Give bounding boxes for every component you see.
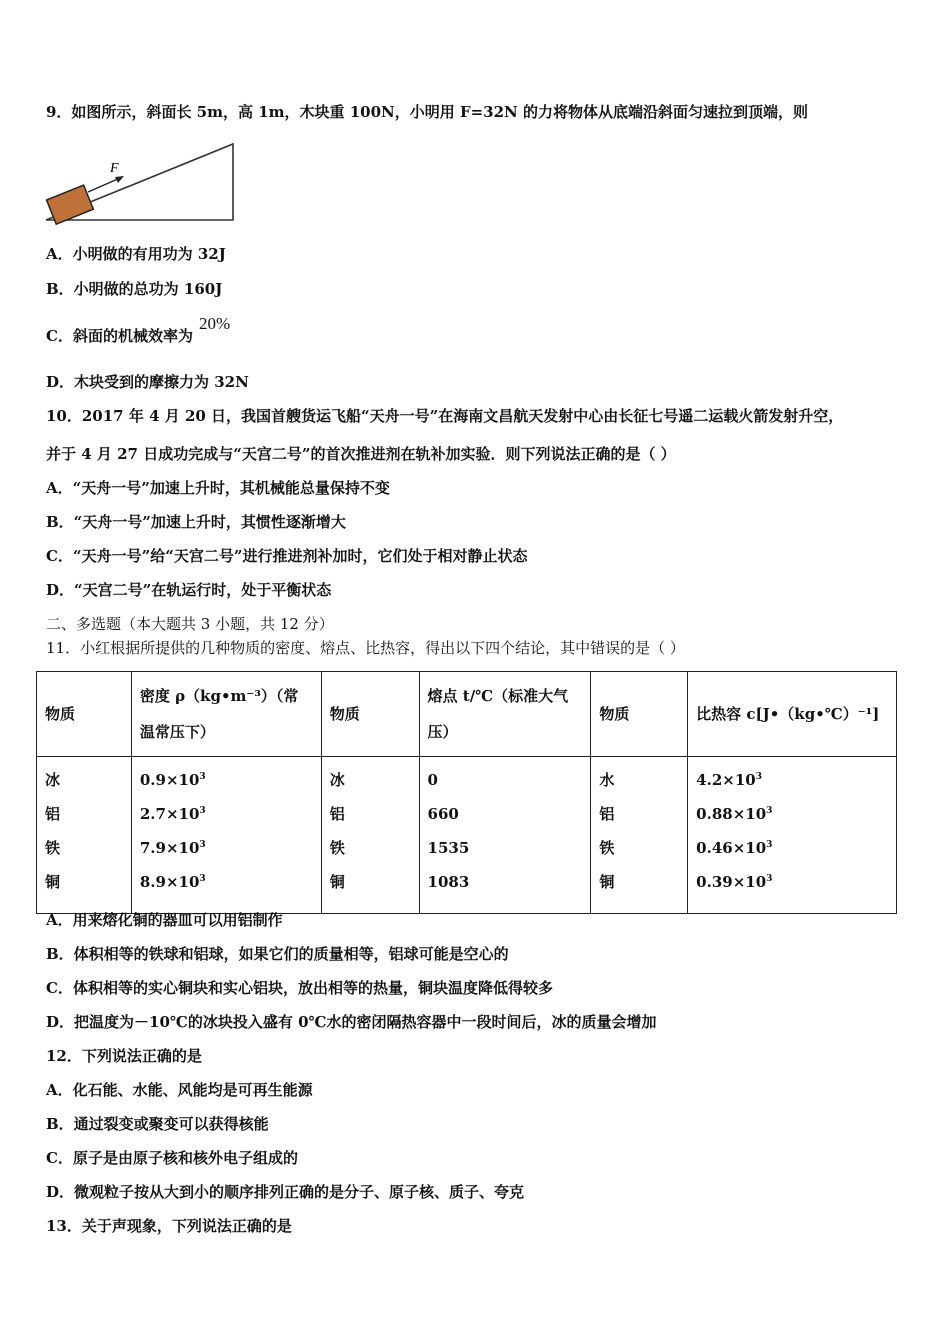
q9-stem: 9．如图所示，斜面长 5m，高 1m，木块重 100N，小明用 F=32N 的力将物体从底端沿斜面匀速拉到顶端，则 [46,103,808,121]
q9-option-c-text: C．斜面的机械效率为 [46,327,193,345]
q12-option-c: C．原子是由原子核和核外电子组成的 [46,1149,298,1167]
q10-stem-line1: 10．2017 年 4 月 20 日，我国首艘货运飞船“天舟一号”在海南文昌航天发射中心由长征七号遥二运载火箭发射升空， [46,407,844,425]
heat-value: $0.88\times 10^3$ [696,805,773,823]
properties-table [36,671,897,914]
density-value: $0.9\times 10^3$ [139,771,206,789]
density-value: $2.7\times 10^3$ [139,805,206,823]
q9-option-d: D．木块受到的摩擦力为 32N [46,373,249,391]
q11-option-d: D．把温度为－10℃的冰块投入盛有 0℃水的密闭隔热容器中一段时间后，冰的质量会增加 [46,1013,657,1031]
density-values-cell [131,757,321,914]
force-arrow-head [115,176,124,183]
q10-option-c: C．“天舟一号”给“天宫二号”进行推进剂补加时，它们处于相对静止状态 [46,547,528,565]
q12-option-d: D．微观粒子按从大到小的顺序排列正确的是分子、原子核、质子、夸克 [46,1183,525,1201]
density-names-cell: 冰 铝 铁 铜 [37,757,132,914]
q11-stem: 11．小红根据所提供的几种物质的密度、熔点、比热容，得出以下四个结论，其中错误的是（ ） [46,639,685,657]
q10-stem-line2: 并于 4 月 27 日成功完成与“天宫二号”的首次推进剂在轨补加实验．则下列说法正确的是（ ） [46,445,676,463]
q10-option-b: B．“天舟一号”加速上升时，其惯性逐渐增大 [46,513,346,531]
q9-option-b: B．小明做的总功为 160J [46,280,223,298]
q12-stem: 12．下列说法正确的是 [46,1047,202,1065]
header-substance-3: 物质 [591,672,688,757]
q12-option-b: B．通过裂变或聚变可以获得核能 [46,1115,269,1133]
force-arrow [88,178,120,192]
density-value: $7.9\times 10^3$ [139,839,206,857]
q10-option-d: D．“天宫二号”在轨运行时，处于平衡状态 [46,581,332,599]
q9-option-c-value: 20% [198,314,231,333]
q11-option-a: A．用来熔化铜的器皿可以用铝制作 [46,911,283,929]
header-melting: 熔点 t/℃（标准大气 压） [419,672,591,757]
q13-stem: 13．关于声现象，下列说法正确的是 [46,1217,292,1235]
heat-values-cell [688,757,897,914]
density-value: $8.9\times 10^3$ [139,873,206,891]
header-density: 密度 ρ（kg•m⁻³）（常 温常压下） [131,672,321,757]
q9-option-a: A．小明做的有用功为 32J [46,245,226,263]
q10-option-a: A．“天舟一号”加速上升时，其机械能总量保持不变 [46,479,390,497]
header-substance-2: 物质 [321,672,419,757]
header-substance-1: 物质 [37,672,132,757]
q12-option-a: A．化石能、水能、风能均是可再生能源 [46,1081,313,1099]
force-label: F [110,161,119,176]
q11-option-b: B．体积相等的铁球和铝球，如果它们的质量相等，铝球可能是空心的 [46,945,509,963]
q9-option-c [46,314,231,346]
table-data-row [37,757,897,914]
wooden-block [47,185,94,224]
table-header-row [37,672,897,757]
heat-value: $4.2\times 10^3$ [696,771,762,789]
melting-values-cell: 0 660 1535 1083 [419,757,591,914]
heat-value: $0.46\times 10^3$ [696,839,773,857]
heat-value: $0.39\times 10^3$ [696,873,773,891]
section-heading: 二、多选题（本大题共 3 小题，共 12 分） [46,615,334,633]
melting-names-cell: 冰 铝 铁 铜 [321,757,419,914]
header-heat: 比热容 c[J•（kg•℃）⁻¹] [688,672,897,757]
heat-names-cell: 水 铝 铁 铜 [591,757,688,914]
q11-option-c: C．体积相等的实心铜块和实心铝块，放出相等的热量，铜块温度降低得较多 [46,979,553,997]
incline-diagram [44,140,240,226]
